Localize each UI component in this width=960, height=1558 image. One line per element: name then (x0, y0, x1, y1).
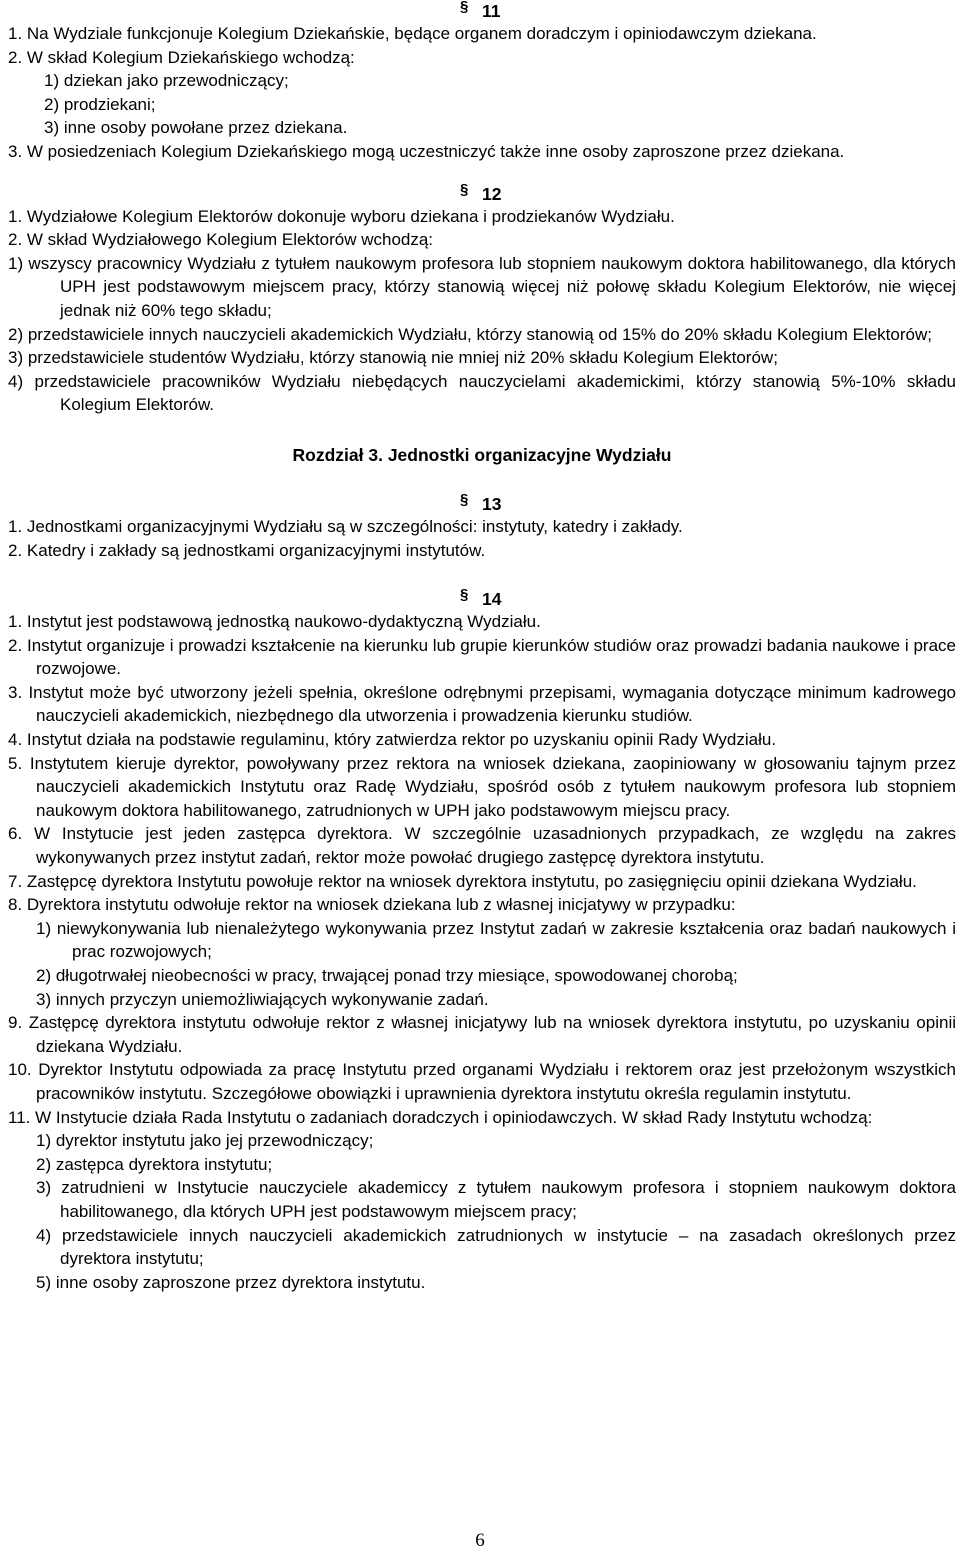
paragraph: 10. Dyrektor Instytutu odpowiada za pracę Instytutu przed organami Wydziału i rektorem oraz jest przełożonym wszystkich pracowników instytutu. Szczegółowe obowiązki i uprawnienia dyrektora instytutu określa regulamin instytutu. (8, 1060, 956, 1103)
list-item: 2) przedstawiciele innych nauczycieli akademickich Wydziału, którzy stanowią od 15% do 20% składu Kolegium Elektorów; (8, 324, 932, 344)
list-item: 3) zatrudnieni w Instytucie nauczyciele akademiccy z tytułem naukowym profesora i stopniem naukowym doktora habilitowanego, dla których UPH jest podstawowym miejscem pracy; (36, 1178, 956, 1221)
list-item: 4) przedstawiciele pracowników Wydziału niebędących nauczycielami akademickimi, którzy stanowią 5%-10% składu Kolegium Elektorów. (8, 371, 956, 415)
chapter-title: Rozdział 3. Jednostki organizacyjne Wydziału (292, 444, 672, 465)
list-item: 2) zastępca dyrektora instytutu; (36, 1154, 273, 1174)
section-number: 13 (482, 493, 502, 514)
section-number: 12 (482, 183, 502, 204)
paragraph: 2. Katedry i zakłady są jednostkami organizacyjnymi instytutów. (8, 540, 486, 560)
section-symbol: § (460, 180, 469, 198)
section-number: 14 (482, 589, 502, 610)
list-item: 4) przedstawiciele innych nauczycieli akademickich zatrudnionych w instytucie – na zasadach określonych przez dyrektora instytutu; (36, 1225, 956, 1269)
list-item: 3) inne osoby powołane przez dziekana. (44, 118, 348, 138)
paragraph: 1. Na Wydziale funkcjonuje Kolegium Dziekańskie, będące organem doradczym i opiniodawczym dziekana. (8, 24, 817, 43)
paragraph: 5. Instytutem kieruje dyrektor, powoływany przez rektora na wniosek dziekana, zaopiniowany w głosowaniu tajnym przez nauczycieli akademickich Instytutu oraz Radę Wydziału, spośród osób z tytułem naukowym profesora lub stopniem naukowym doktora habilitowanego, zatrudnionych w UPH jako podstawowym miejscu pracy. (8, 753, 956, 820)
list-item: 1) dziekan jako przewodniczący; (44, 71, 289, 91)
paragraph: 3. Instytut może być utworzony jeżeli spełnia, określone odrębnymi przepisami, wymagania dotyczące minimum kadrowego nauczycieli akademickich, niezbędnego dla utworzenia i prowadzenia kierunku studiów. (8, 682, 956, 726)
section-heading-14 (8, 588, 956, 610)
paragraph: 11. W Instytucie działa Rada Instytutu o zadaniach doradczych i opiniodawczych. W skład Rady Instytutu wchodzą: (8, 1107, 873, 1127)
list-item: 3) innych przyczyn uniemożliwiających wykonywanie zadań. (36, 989, 489, 1009)
list-item: 2) długotrwałej nieobecności w pracy, trwającej ponad trzy miesiące, spowodowanej chorobą; (36, 966, 738, 985)
list-item: 2) prodziekani; (44, 94, 156, 114)
paragraph: 1. Wydziałowe Kolegium Elektorów dokonuje wyboru dziekana i prodziekanów Wydziału. (8, 206, 675, 226)
list-item: 1) wszyscy pracownicy Wydziału z tytułem naukowym profesora lub stopniem naukowym doktora habilitowanego, dla których UPH jest podstawowym miejscem pracy, którzy stanowią więcej niż połowę składu Kolegium Elektorów, nie więcej jednak niż 60% tego składu; (8, 253, 956, 320)
paragraph: 2. W skład Wydziałowego Kolegium Elektorów wchodzą: (8, 230, 434, 250)
paragraph: 4. Instytut działa na podstawie regulaminu, który zatwierdza rektor po uzyskaniu opinii Rady Wydziału. (8, 730, 777, 750)
list-item: 1) niewykonywania lub nienależytego wykonywania przez Instytut zadań w zakresie kształcenia oraz badań naukowych i prac rozwojowych; (36, 918, 956, 962)
document-page (8, 0, 956, 1294)
section-symbol: § (460, 0, 469, 15)
paragraph: 8. Dyrektora instytutu odwołuje rektor na wniosek dziekana lub z własnej inicjatywy w przypadku: (8, 895, 736, 915)
section-number: 11 (482, 1, 501, 21)
paragraph: 1. Instytut jest podstawową jednostką naukowo-dydaktyczną Wydziału. (8, 612, 541, 632)
paragraph: 3. W posiedzeniach Kolegium Dziekańskiego mogą uczestniczyć także inne osoby zaproszone przez dziekana. (8, 141, 845, 161)
page-number: 6 (475, 1530, 485, 1551)
paragraph: 1. Jednostkami organizacyjnymi Wydziału są w szczególności: instytuty, katedry i zakłady. (8, 516, 683, 536)
paragraph: 7. Zastępcę dyrektora Instytutu powołuje rektor na wniosek dyrektora instytutu, po zasięgnięciu opinii dziekana Wydziału. (8, 871, 917, 891)
list-item: 1) dyrektor instytutu jako jej przewodniczący; (36, 1131, 374, 1151)
section-symbol: § (460, 490, 469, 508)
section-heading-11 (8, 0, 956, 22)
paragraph: 6. W Instytucie jest jeden zastępca dyrektora. W szczególnie uzasadnionych przypadkach, ze względu na zakres wykonywanych przez instytut zadań, rektor może powołać drugiego zastępcę dyrektora instytutu. (8, 824, 956, 868)
paragraph: 2. Instytut organizuje i prowadzi kształcenie na kierunku lub grupie kierunków studiów oraz prowadzi badania naukowe i prace rozwojowe. (8, 635, 956, 679)
section-heading-13 (8, 490, 956, 515)
section-symbol: § (460, 586, 469, 604)
section-heading-12 (8, 180, 956, 205)
list-item: 5) inne osoby zaproszone przez dyrektora instytutu. (36, 1272, 426, 1292)
list-item: 3) przedstawiciele studentów Wydziału, którzy stanowią nie mniej niż 20% składu Kolegium Elektorów; (8, 348, 778, 368)
paragraph: 2. W skład Kolegium Dziekańskiego wchodzą: (8, 47, 355, 67)
paragraph: 9. Zastępcę dyrektora instytutu odwołuje rektor z własnej inicjatywy lub na wniosek dyrektora instytutu, po uzyskaniu opinii dziekana Wydziału. (8, 1013, 956, 1056)
